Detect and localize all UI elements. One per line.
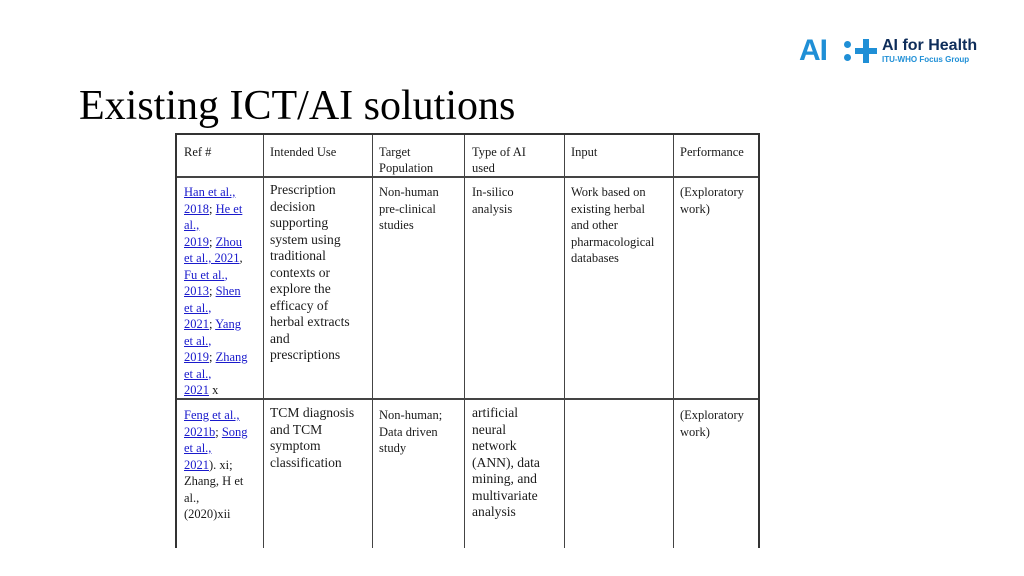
reference-link[interactable]: 2021b; Song xyxy=(184,424,248,439)
cell-line: Prescription xyxy=(270,182,336,197)
cell-line: system using xyxy=(270,231,341,247)
citation-link[interactable]: et al., xyxy=(184,366,212,381)
cell-line: analysis xyxy=(472,504,516,519)
reference-link[interactable] xyxy=(184,333,248,350)
cell-line: contexts or xyxy=(270,264,331,280)
row1-target-population xyxy=(379,184,439,234)
cell-line: Non-human xyxy=(379,185,439,199)
citation-link[interactable]: et al., 2021 xyxy=(184,251,240,265)
citation-link[interactable]: Shen xyxy=(215,284,241,298)
col-divider xyxy=(564,135,565,548)
row1-performance xyxy=(680,184,744,217)
reference-link[interactable] xyxy=(184,300,248,317)
citation-link[interactable]: 2019 xyxy=(184,234,209,249)
citation-link[interactable]: 2021 xyxy=(184,383,209,397)
reference-link[interactable]: 2019; Zhou xyxy=(184,234,242,249)
header-target-population: Target Population xyxy=(379,145,434,175)
reference-link[interactable] xyxy=(184,473,248,490)
cell-line: (ANN), data xyxy=(472,454,540,470)
col-divider xyxy=(372,135,373,548)
reference-link[interactable] xyxy=(184,267,248,284)
col-divider xyxy=(673,135,674,548)
cell-line: artificial xyxy=(472,405,519,420)
logo-subtitle: ITU-WHO Focus Group xyxy=(882,55,970,64)
cell-line: symptom xyxy=(270,438,321,453)
reference-link[interactable] xyxy=(184,490,248,507)
row1-input xyxy=(571,184,654,267)
citation-link[interactable]: He et xyxy=(215,201,243,216)
reference-link[interactable] xyxy=(184,184,248,201)
ai-for-health-logo xyxy=(799,34,989,68)
header-input: Input xyxy=(571,145,598,159)
logo-name: AI for Health xyxy=(882,37,978,54)
reference-link[interactable] xyxy=(184,407,248,424)
cell-line: In-silico xyxy=(472,185,514,199)
cell-line: Work based on xyxy=(571,185,646,199)
citation-link[interactable]: et al., xyxy=(184,441,212,455)
header-intended-use: Intended Use xyxy=(270,145,337,159)
cell-line: (Exploratory xyxy=(680,185,744,199)
reference-link[interactable] xyxy=(184,217,248,234)
row2-type-of-ai xyxy=(472,405,540,521)
citation-link[interactable]: Song xyxy=(221,424,248,439)
citation-link[interactable]: Fu et al., xyxy=(184,267,228,282)
cell-line: analysis xyxy=(472,201,513,216)
reference-link[interactable]: 2013; Shen xyxy=(184,284,241,298)
reference-link[interactable]: 2019; Zhang xyxy=(184,350,248,364)
header-performance: Performance xyxy=(680,145,744,159)
citation-link: Zhang, H et xyxy=(184,474,244,488)
col-divider xyxy=(464,135,465,548)
reference-link[interactable] xyxy=(184,366,248,383)
reference-link[interactable]: 2018; He et xyxy=(184,201,243,216)
row1-intended-use xyxy=(270,182,350,364)
citation-link[interactable]: 2021b xyxy=(184,424,216,439)
logo-plus-icon xyxy=(855,37,877,65)
citation-link[interactable]: Han et al., xyxy=(184,185,236,199)
slide-title: Existing ICT/AI solutions xyxy=(79,83,516,129)
reference-link[interactable]: 2021 x xyxy=(184,383,219,397)
cell-line: network xyxy=(472,438,517,453)
cell-line: Non-human; xyxy=(379,408,443,422)
citation-link[interactable]: 2019 xyxy=(184,350,209,364)
reference-link[interactable]: 2021). xi; xyxy=(184,457,233,472)
col-divider xyxy=(263,135,264,548)
logo-ai-mark: AI xyxy=(799,34,827,67)
row1-type-of-ai xyxy=(472,184,514,217)
solutions-table xyxy=(175,133,760,548)
cell-line: herbal extracts xyxy=(270,314,350,329)
citation-link[interactable]: Zhou xyxy=(215,234,242,249)
cell-line: and other xyxy=(571,218,618,232)
cell-line: pharmacological xyxy=(571,234,655,249)
citation-link: al., xyxy=(184,490,200,505)
row2-target-population xyxy=(379,407,442,457)
cell-line: supporting xyxy=(270,215,329,230)
cell-line: Data driven xyxy=(379,424,438,439)
row1-ref xyxy=(184,184,248,399)
reference-link[interactable]: et al., 2021, xyxy=(184,251,243,265)
header-divider xyxy=(177,176,758,178)
cell-line: neural xyxy=(472,421,506,437)
citation-link: (2020)xii xyxy=(184,507,231,521)
citation-link[interactable]: et al., xyxy=(184,300,212,315)
cell-line: work) xyxy=(680,201,710,216)
cell-line: prescriptions xyxy=(270,347,341,362)
cell-line: and TCM xyxy=(270,421,323,437)
cell-line: mining, and xyxy=(472,471,537,486)
header-type-of-ai: Type of AI used xyxy=(472,145,526,175)
cell-line: decision xyxy=(270,198,316,214)
cell-line: explore the xyxy=(270,281,331,296)
cell-line: pre-clinical xyxy=(379,201,436,216)
cell-line: and xyxy=(270,330,290,346)
cell-line: (Exploratory xyxy=(680,408,744,422)
citation-link[interactable]: 2021 xyxy=(184,457,209,472)
cell-line: classification xyxy=(270,454,342,470)
cell-line: existing herbal xyxy=(571,201,645,216)
citation-link[interactable]: 2021 xyxy=(184,317,209,331)
citation-link[interactable]: 2018 xyxy=(184,201,209,216)
reference-link[interactable] xyxy=(184,440,248,457)
row2-intended-use xyxy=(270,405,354,471)
row-divider xyxy=(177,398,758,400)
citation-link[interactable]: Yang xyxy=(215,317,241,331)
cell-line: efficacy of xyxy=(270,297,329,313)
cell-line: work) xyxy=(680,424,710,439)
cell-line: databases xyxy=(571,251,619,265)
cell-line: traditional xyxy=(270,248,326,263)
citation-link[interactable]: al., xyxy=(184,218,200,232)
citation-link[interactable]: 2013 xyxy=(184,284,209,298)
cell-line: TCM diagnosis xyxy=(270,405,355,420)
row2-performance xyxy=(680,407,744,440)
citation-link[interactable]: et al., xyxy=(184,333,212,348)
citation-link[interactable]: Zhang xyxy=(215,350,248,364)
cell-line: studies xyxy=(379,218,414,232)
cell-line: study xyxy=(379,441,407,455)
row2-ref xyxy=(184,407,248,523)
cell-line: multivariate xyxy=(472,487,538,503)
reference-link[interactable]: 2021; Yang xyxy=(184,317,241,331)
header-ref: Ref # xyxy=(184,145,212,159)
logo-colon-icon xyxy=(844,39,851,63)
citation-link[interactable]: Feng et al., xyxy=(184,408,240,422)
reference-link[interactable] xyxy=(184,506,248,523)
